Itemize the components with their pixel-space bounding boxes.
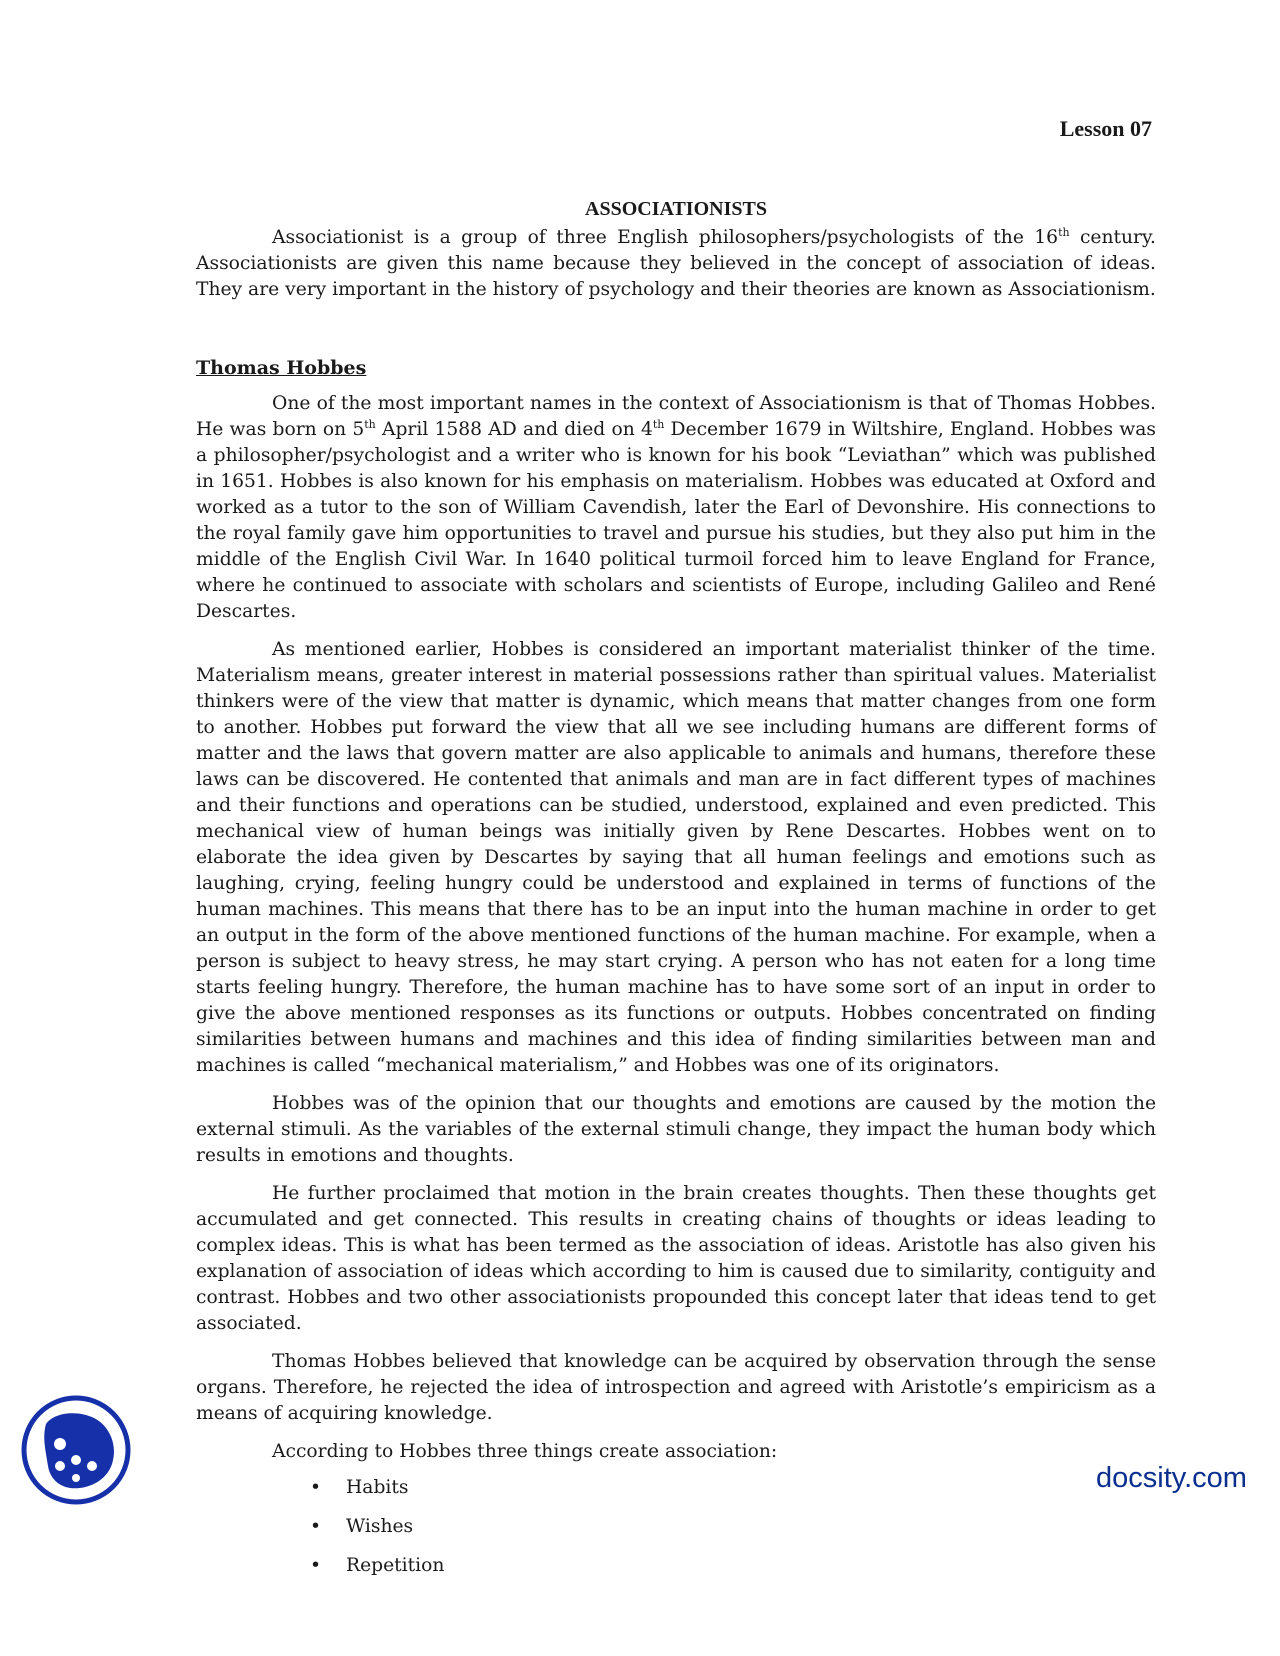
list-item: • Repetition	[196, 1553, 1156, 1579]
page-title: ASSOCIATIONISTS	[585, 198, 767, 220]
list-item: • Wishes	[196, 1514, 1156, 1540]
paragraph-biography: One of the most important names in the context of Associationism is that of Thomas Hobbes. He was born on 5th April 1588 AD and died on 4th December 1679 in Wiltshire, England. Hobbes was a philosopher/psychologist and a writer who is known for his book “Leviathan” which was published in 1651. Hobbes is also known for his emphasis on materialism. Hobbes was educated at Oxford and worked as a tutor to the son of William Cavendish, later the Earl of Devonshire. His connections to the royal family gave him opportunities to travel and pursue his studies, but they also put him in the middle of the English Civil War. In 1640 political turmoil forced him to leave England for France, where he continued to associate with scholars and scientists of Europe, including Galileo and René Descartes.	[196, 393, 1156, 622]
docsity-brand-link[interactable]: docsity.com	[1096, 1462, 1247, 1494]
association-factors-list	[196, 1475, 1156, 1579]
document-body	[196, 196, 1156, 1592]
paragraph-stimuli: Hobbes was of the opinion that our thoughts and emotions are caused by the motion the external stimuli. As the variables of the external stimuli change, they impact the human body which results in emotions and thoughts.	[196, 1093, 1156, 1166]
bullet-icon: •	[310, 1555, 322, 1576]
docsity-logo-icon[interactable]	[20, 1394, 132, 1506]
lesson-number: Lesson 07	[1059, 116, 1152, 141]
paragraph-association-factors: According to Hobbes three things create association:	[272, 1441, 778, 1462]
intro-paragraph: Associationist is a group of three English philosophers/psychologists of the 16th century. Associationists are given this name because they believed in the concept of association of ideas. They are very important in the history of psychology and their theories are known as Associationism.	[196, 225, 1156, 300]
paragraph-materialism: As mentioned earlier, Hobbes is considered an important materialist thinker of the time. Materialism means, greater interest in material possessions rather than spiritual values. Materialist thinkers were of the view that matter is dynamic, which means that matter changes from one form to another. Hobbes put forward the view that all we see including humans are different forms of matter and the laws that govern matter are also applicable to animals and humans, therefore these laws can be discovered. He contented that animals and man are in fact different types of machines and their functions and operations can be studied, understood, explained and even predicted. This mechanical view of human beings was initially given by Rene Descartes. Hobbes went on to elaborate the idea given by Descartes by saying that all human feelings and emotions such as laughing, crying, feeling hungry could be understood and explained in terms of functions of the human machines. This means that there has to be an input into the human machine in order to get an output in the form of the above mentioned functions of the human machine. For example, when a person is subject to heavy stress, he may start crying. A person who has not eaten for a long time starts feeling hungry. Therefore, the human machine has to have some sort of an input in order to give the above mentioned responses as its functions or outputs. Hobbes concentrated on finding similarities between humans and machines and this idea of finding similarities between man and machines is called “mechanical materialism,” and Hobbes was one of its originators.	[196, 639, 1156, 1076]
bullet-icon: •	[310, 1516, 322, 1537]
hobbes-section	[196, 391, 1156, 1579]
section-heading-thomas-hobbes: Thomas Hobbes	[196, 357, 367, 379]
paragraph-association-of-ideas: He further proclaimed that motion in the brain creates thoughts. Then these thoughts get accumulated and get connected. This results in creating chains of thoughts or ideas leading to complex ideas. This is what has been termed as the association of ideas. Aristotle has also given his explanation of association of ideas which according to him is caused due to similarity, contiguity and contrast. Hobbes and two other associationists propounded this concept later that ideas tend to get associated.	[196, 1183, 1156, 1334]
list-item: • Habits	[196, 1475, 1156, 1501]
bullet-icon: •	[310, 1477, 322, 1498]
paragraph-knowledge: Thomas Hobbes believed that knowledge can be acquired by observation through the sense organs. Therefore, he rejected the idea of introspection and agreed with Aristotle’s empiricism as a means of acquiring knowledge.	[196, 1351, 1156, 1424]
intro-section	[196, 225, 1156, 303]
